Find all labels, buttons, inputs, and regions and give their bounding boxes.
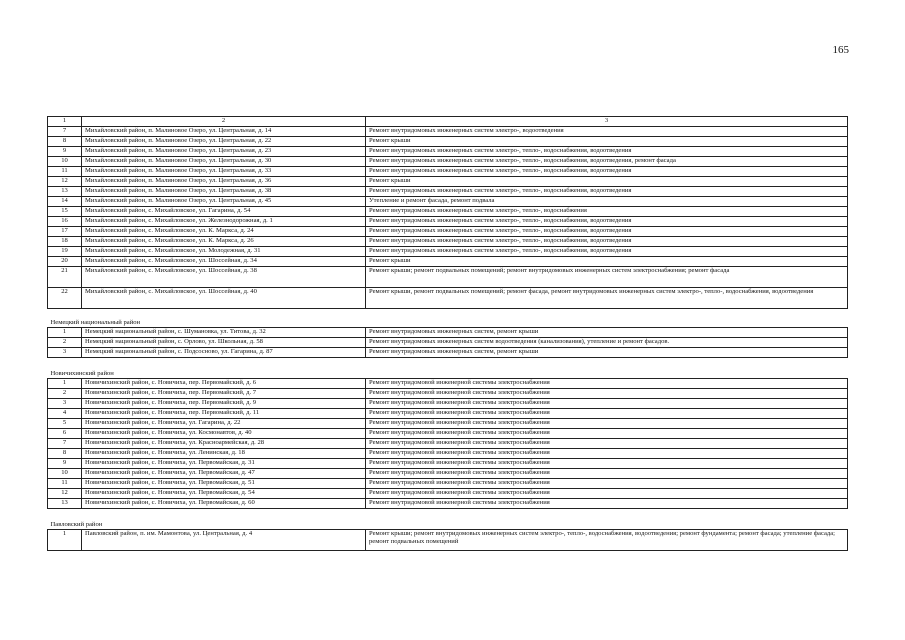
row-works: Ремонт внутридомовой инженерной системы электроснабжения (366, 489, 848, 499)
row-number: 9 (48, 459, 82, 469)
row-number: 8 (48, 449, 82, 459)
row-works: Ремонт внутридомовых инженерных систем электро-, тепло-, водоснабжения, водоотведения, ремонт фасада (366, 157, 848, 167)
table-row (48, 399, 848, 409)
row-address: Михайловский район, с. Михайловское, ул. Шоссейная, д. 38 (82, 267, 366, 288)
row-address: Немецкий национальный район, с. Шумановка, ул. Титова, д. 32 (82, 328, 366, 338)
table-row (48, 197, 848, 207)
section-spacer (48, 358, 848, 367)
row-address: Михайловский район, п. Малиновое Озеро, ул. Центральная, д. 36 (82, 177, 366, 187)
row-number: 2 (48, 389, 82, 399)
table-row (48, 187, 848, 197)
row-works: Ремонт крыши; ремонт подвальных помещений; ремонт внутридомовых инженерных систем электроснабжения; ремонт фасада (366, 267, 848, 288)
section-spacer (48, 509, 848, 518)
row-number: 6 (48, 429, 82, 439)
row-works: Ремонт крыши, ремонт подвальных помещений; ремонт фасада, ремонт внутридомовых инженерных систем электро-, тепло-, водоснабжения, водоотведения (366, 288, 848, 309)
row-address: Новичихинский район, с. Новичиха, ул. Космонавтов, д. 40 (82, 429, 366, 439)
row-address: Михайловский район, с. Михайловское, ул. Гагарина, д. 54 (82, 207, 366, 217)
header-col-works: 3 (366, 117, 848, 127)
row-works: Ремонт крыши (366, 177, 848, 187)
row-number: 2 (48, 338, 82, 348)
row-address: Новичихинский район, с. Новичиха, пер. Первомайский, д. 7 (82, 389, 366, 399)
table-row (48, 459, 848, 469)
row-works: Ремонт внутридомовой инженерной системы электроснабжения (366, 429, 848, 439)
table-row (48, 127, 848, 137)
row-number: 12 (48, 177, 82, 187)
row-number: 15 (48, 207, 82, 217)
table-row (48, 429, 848, 439)
row-address: Новичихинский район, с. Новичиха, ул. Красноармейская, д. 28 (82, 439, 366, 449)
district-heading: Немецкий национальный район (50, 319, 141, 327)
row-number: 3 (48, 399, 82, 409)
row-works: Ремонт внутридомовых инженерных систем, ремонт крыши (366, 328, 848, 338)
row-address: Михайловский район, с. Михайловское, ул. К. Маркса, д. 24 (82, 227, 366, 237)
row-address: Новичихинский район, с. Новичиха, пер. Первомайский, д. 6 (82, 379, 366, 389)
row-works: Ремонт внутридомовых инженерных систем электро-, тепло-, водоснабжения, водоотведения (366, 147, 848, 157)
row-works: Ремонт внутридомовой инженерной системы электроснабжения (366, 439, 848, 449)
row-number: 4 (48, 409, 82, 419)
table-row (48, 177, 848, 187)
row-number: 10 (48, 469, 82, 479)
page-number: 165 (832, 44, 849, 56)
row-works: Ремонт внутридомовых инженерных систем электро-, тепло-, водоснабжения (366, 207, 848, 217)
row-number: 1 (48, 379, 82, 389)
row-number: 8 (48, 137, 82, 147)
row-number: 17 (48, 227, 82, 237)
row-address: Новичихинский район, с. Новичиха, ул. Ленинская, д. 18 (82, 449, 366, 459)
row-works: Ремонт внутридомовой инженерной системы электроснабжения (366, 479, 848, 489)
row-number: 20 (48, 257, 82, 267)
row-address: Новичихинский район, с. Новичиха, ул. Первомайская, д. 31 (82, 459, 366, 469)
row-address: Михайловский район, с. Михайловское, ул. Шоссейная, д. 40 (82, 288, 366, 309)
row-works: Ремонт внутридомовой инженерной системы электроснабжения (366, 469, 848, 479)
row-works: Утепление и ремонт фасада, ремонт подвала (366, 197, 848, 207)
row-address: Михайловский район, с. Михайловское, ул. Молодежная, д. 31 (82, 247, 366, 257)
row-works: Ремонт внутридомовой инженерной системы электроснабжения (366, 399, 848, 409)
table-row (48, 217, 848, 227)
row-number: 10 (48, 157, 82, 167)
table-row (48, 157, 848, 167)
row-address: Новичихинский район, с. Новичиха, ул. Первомайская, д. 47 (82, 469, 366, 479)
table-row (48, 409, 848, 419)
table-row (48, 147, 848, 157)
row-address: Михайловский район, с. Михайловское, ул. К. Маркса, д. 26 (82, 237, 366, 247)
row-address: Михайловский район, п. Малиновое Озеро, ул. Центральная, д. 38 (82, 187, 366, 197)
table-row (48, 207, 848, 217)
row-address: Новичихинский район, с. Новичиха, ул. Гагарина, д. 22 (82, 419, 366, 429)
table-row (48, 348, 848, 358)
table-row (48, 267, 848, 288)
row-address: Михайловский район, п. Малиновое Озеро, ул. Центральная, д. 30 (82, 157, 366, 167)
row-number: 1 (48, 530, 82, 551)
row-address: Михайловский район, п. Малиновое Озеро, ул. Центральная, д. 45 (82, 197, 366, 207)
row-works: Ремонт внутридомовых инженерных систем электро-, тепло-, водоснабжения, водоотведения (366, 187, 848, 197)
row-number: 3 (48, 348, 82, 358)
row-number: 22 (48, 288, 82, 309)
row-number: 1 (48, 328, 82, 338)
table-row (48, 419, 848, 429)
table-row (48, 499, 848, 509)
row-number: 21 (48, 267, 82, 288)
spacer-cell (48, 358, 848, 367)
row-number: 7 (48, 127, 82, 137)
row-works: Ремонт внутридомовых инженерных систем электро-, тепло-, водоснабжения, водоотведения (366, 167, 848, 177)
row-address: Михайловский район, п. Малиновое Озеро, ул. Центральная, д. 33 (82, 167, 366, 177)
row-address: Новичихинский район, с. Новичиха, ул. Первомайская, д. 60 (82, 499, 366, 509)
row-works: Ремонт внутридомовой инженерной системы электроснабжения (366, 419, 848, 429)
row-address: Михайловский район, п. Малиновое Озеро, ул. Центральная, д. 22 (82, 137, 366, 147)
header-col-address: 2 (82, 117, 366, 127)
row-address: Михайловский район, с. Михайловское, ул. Шоссейная, д. 34 (82, 257, 366, 267)
table-row (48, 328, 848, 338)
row-address: Новичихинский район, с. Новичиха, ул. Первомайская, д. 54 (82, 489, 366, 499)
row-works: Ремонт внутридомовой инженерной системы электроснабжения (366, 449, 848, 459)
row-works: Ремонт внутридомовой инженерной системы электроснабжения (366, 499, 848, 509)
table-row (48, 530, 848, 551)
registry-table (47, 116, 848, 551)
row-works: Ремонт крыши; ремонт внутридомовых инженерных систем электро-, тепло-, водоснабжения, водоотведения; ремонт фундамента; ремонт фасада; утепление фасада; ремонт подвальных помещений (366, 530, 848, 551)
row-works: Ремонт крыши (366, 137, 848, 147)
row-works: Ремонт внутридомовых инженерных систем водоотведения (канализования), утепление и ремонт фасадов. (366, 338, 848, 348)
district-heading: Новичихинский район (50, 370, 114, 378)
table-row (48, 237, 848, 247)
row-works: Ремонт внутридомовой инженерной системы электроснабжения (366, 459, 848, 469)
row-works: Ремонт внутридомовой инженерной системы электроснабжения (366, 389, 848, 399)
row-works: Ремонт внутридомовых инженерных систем электро-, водоотведения (366, 127, 848, 137)
row-number: 16 (48, 217, 82, 227)
row-number: 9 (48, 147, 82, 157)
header-col-number: 1 (48, 117, 82, 127)
table-row (48, 247, 848, 257)
table-row (48, 167, 848, 177)
row-address: Михайловский район, п. Малиновое Озеро, ул. Центральная, д. 14 (82, 127, 366, 137)
spacer-cell (48, 509, 848, 518)
row-number: 19 (48, 247, 82, 257)
table-row (48, 137, 848, 147)
row-number: 12 (48, 489, 82, 499)
table-row (48, 439, 848, 449)
district-heading-row (48, 315, 848, 328)
district-heading-row (48, 366, 848, 379)
row-address: Новичихинский район, с. Новичиха, ул. Первомайская, д. 51 (82, 479, 366, 489)
table-row (48, 288, 848, 309)
table-row (48, 489, 848, 499)
table-row (48, 469, 848, 479)
table-row (48, 257, 848, 267)
row-number: 13 (48, 187, 82, 197)
district-heading: Павловский район (50, 521, 103, 529)
row-number: 18 (48, 237, 82, 247)
row-works: Ремонт внутридомовых инженерных систем электро-, тепло-, водоснабжения, водоотведения (366, 227, 848, 237)
row-address: Павловский район, п. им. Мамонтова, ул. Центральная, д. 4 (82, 530, 366, 551)
row-works: Ремонт внутридомовых инженерных систем электро-, тепло-, водоснабжения, водоотведения (366, 237, 848, 247)
row-works: Ремонт внутридомовых инженерных систем электро-, тепло-, водоснабжения, водоотведения (366, 247, 848, 257)
row-address: Михайловский район, п. Малиновое Озеро, ул. Центральная, д. 23 (82, 147, 366, 157)
table-row (48, 449, 848, 459)
row-works: Ремонт крыши (366, 257, 848, 267)
row-address: Михайловский район, с. Михайловское, ул. Железнодорожная, д. 1 (82, 217, 366, 227)
row-number: 5 (48, 419, 82, 429)
row-address: Новичихинский район, с. Новичиха, пер. Первомайский, д. 9 (82, 399, 366, 409)
row-address: Немецкий национальный район, с. Подсосново, ул. Гагарина, д. 87 (82, 348, 366, 358)
table-row (48, 389, 848, 399)
table-row (48, 379, 848, 389)
row-works: Ремонт внутридомовых инженерных систем электро-, тепло-, водоснабжения, водоотведения (366, 217, 848, 227)
row-works: Ремонт внутридомовой инженерной системы электроснабжения (366, 409, 848, 419)
table-row (48, 338, 848, 348)
row-number: 14 (48, 197, 82, 207)
district-heading-row (48, 517, 848, 530)
row-number: 7 (48, 439, 82, 449)
row-address: Новичихинский район, с. Новичиха, пер. Первомайский, д. 11 (82, 409, 366, 419)
row-works: Ремонт внутридомовой инженерной системы электроснабжения (366, 379, 848, 389)
row-works: Ремонт внутридомовых инженерных систем, ремонт крыши (366, 348, 848, 358)
row-address: Немецкий национальный район, с. Орлово, ул. Школьная, д. 58 (82, 338, 366, 348)
row-number: 13 (48, 499, 82, 509)
row-number: 11 (48, 479, 82, 489)
table-header-row (48, 117, 848, 127)
row-number: 11 (48, 167, 82, 177)
table-row (48, 227, 848, 237)
table-row (48, 479, 848, 489)
